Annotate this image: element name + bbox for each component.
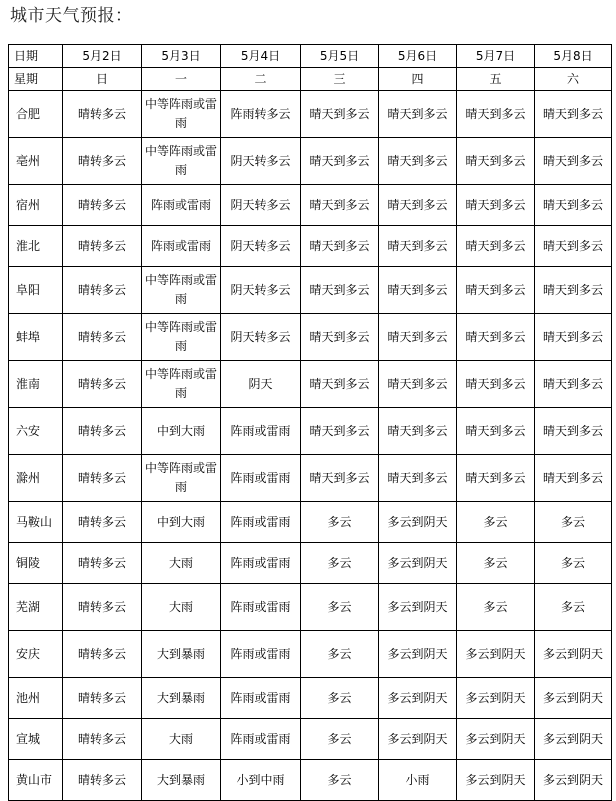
city-name: 蚌埠 (9, 314, 63, 361)
forecast-cell: 晴天到多云 (535, 91, 612, 138)
city-name: 马鞍山 (9, 502, 63, 543)
forecast-cell: 多云 (301, 760, 379, 801)
header-weekday-label: 星期 (9, 68, 63, 91)
forecast-cell: 阴天 (221, 361, 301, 408)
forecast-cell: 晴转多云 (63, 502, 142, 543)
header-weekday: 四 (379, 68, 457, 91)
forecast-cell: 多云到阴天 (379, 719, 457, 760)
forecast-cell: 晴天到多云 (457, 361, 535, 408)
header-weekday: 六 (535, 68, 612, 91)
forecast-cell: 晴天到多云 (535, 361, 612, 408)
forecast-cell: 多云 (535, 502, 612, 543)
table-row (9, 91, 612, 138)
forecast-cell: 晴转多云 (63, 584, 142, 631)
forecast-cell: 晴天到多云 (379, 185, 457, 226)
forecast-cell: 晴天到多云 (379, 226, 457, 267)
forecast-cell: 阵雨转多云 (221, 91, 301, 138)
forecast-cell: 晴转多云 (63, 631, 142, 678)
forecast-cell: 晴转多云 (63, 760, 142, 801)
forecast-cell: 多云到阴天 (535, 678, 612, 719)
table-row (9, 719, 612, 760)
forecast-cell: 晴天到多云 (535, 455, 612, 502)
forecast-cell: 大到暴雨 (142, 760, 221, 801)
header-date: 5月3日 (142, 45, 221, 68)
city-name: 宣城 (9, 719, 63, 760)
forecast-cell: 阴天转多云 (221, 314, 301, 361)
forecast-cell: 晴天到多云 (301, 226, 379, 267)
forecast-cell: 多云 (301, 584, 379, 631)
forecast-cell: 晴天到多云 (301, 314, 379, 361)
forecast-cell: 阵雨或雷雨 (142, 185, 221, 226)
forecast-cell: 小雨 (379, 760, 457, 801)
city-name: 六安 (9, 408, 63, 455)
city-name: 合肥 (9, 91, 63, 138)
table-row (9, 408, 612, 455)
header-weekday: 二 (221, 68, 301, 91)
city-name: 宿州 (9, 185, 63, 226)
forecast-table (8, 44, 612, 801)
forecast-cell: 晴转多云 (63, 719, 142, 760)
forecast-cell: 多云到阴天 (457, 631, 535, 678)
header-date: 5月7日 (457, 45, 535, 68)
forecast-cell: 晴转多云 (63, 226, 142, 267)
forecast-cell: 晴天到多云 (301, 185, 379, 226)
city-name: 淮北 (9, 226, 63, 267)
table-row (9, 631, 612, 678)
table-row (9, 502, 612, 543)
forecast-cell: 晴天到多云 (379, 455, 457, 502)
forecast-cell: 中到大雨 (142, 502, 221, 543)
forecast-cell: 晴天到多云 (379, 91, 457, 138)
city-name: 黄山市 (9, 760, 63, 801)
forecast-cell: 晴转多云 (63, 138, 142, 185)
forecast-cell: 晴转多云 (63, 543, 142, 584)
table-row (9, 361, 612, 408)
forecast-cell: 多云到阴天 (535, 760, 612, 801)
forecast-cell: 晴天到多云 (535, 267, 612, 314)
forecast-cell: 晴天到多云 (379, 361, 457, 408)
header-row-date (9, 45, 612, 68)
forecast-cell: 阴天转多云 (221, 185, 301, 226)
header-weekday: 一 (142, 68, 221, 91)
forecast-cell: 多云 (301, 719, 379, 760)
forecast-cell: 中等阵雨或雷雨 (142, 361, 221, 408)
forecast-cell: 多云到阴天 (535, 631, 612, 678)
forecast-cell: 晴转多云 (63, 185, 142, 226)
forecast-cell: 晴天到多云 (301, 408, 379, 455)
forecast-cell: 大到暴雨 (142, 678, 221, 719)
header-weekday: 三 (301, 68, 379, 91)
forecast-cell: 多云到阴天 (457, 760, 535, 801)
forecast-cell: 多云 (301, 543, 379, 584)
forecast-cell: 阴天转多云 (221, 267, 301, 314)
city-name: 亳州 (9, 138, 63, 185)
forecast-cell: 小到中雨 (221, 760, 301, 801)
city-name: 池州 (9, 678, 63, 719)
forecast-cell: 晴天到多云 (457, 408, 535, 455)
header-date: 5月6日 (379, 45, 457, 68)
forecast-cell: 中等阵雨或雷雨 (142, 314, 221, 361)
forecast-cell: 多云到阴天 (457, 678, 535, 719)
forecast-cell: 多云到阴天 (457, 719, 535, 760)
forecast-cell: 晴天到多云 (457, 138, 535, 185)
forecast-cell: 多云 (457, 543, 535, 584)
table-row (9, 584, 612, 631)
header-row-weekday (9, 68, 612, 91)
forecast-cell: 晴天到多云 (379, 408, 457, 455)
forecast-cell: 晴天到多云 (535, 185, 612, 226)
forecast-cell: 多云到阴天 (379, 584, 457, 631)
forecast-cell: 多云 (301, 502, 379, 543)
table-row (9, 455, 612, 502)
forecast-cell: 大到暴雨 (142, 631, 221, 678)
forecast-cell: 中等阵雨或雷雨 (142, 138, 221, 185)
header-date: 5月4日 (221, 45, 301, 68)
forecast-cell: 大雨 (142, 719, 221, 760)
forecast-cell: 晴天到多云 (535, 138, 612, 185)
forecast-cell: 阵雨或雷雨 (221, 502, 301, 543)
table-row (9, 314, 612, 361)
forecast-cell: 中到大雨 (142, 408, 221, 455)
forecast-cell: 多云到阴天 (379, 502, 457, 543)
forecast-cell: 阵雨或雷雨 (221, 631, 301, 678)
forecast-cell: 阵雨或雷雨 (221, 408, 301, 455)
header-date: 5月8日 (535, 45, 612, 68)
forecast-cell: 多云到阴天 (535, 719, 612, 760)
forecast-cell: 阵雨或雷雨 (221, 678, 301, 719)
forecast-cell: 晴天到多云 (457, 267, 535, 314)
forecast-cell: 多云到阴天 (379, 631, 457, 678)
forecast-cell: 晴天到多云 (379, 138, 457, 185)
forecast-cell: 多云到阴天 (379, 543, 457, 584)
forecast-cell: 晴天到多云 (379, 314, 457, 361)
forecast-cell: 晴转多云 (63, 408, 142, 455)
city-name: 滁州 (9, 455, 63, 502)
forecast-cell: 大雨 (142, 543, 221, 584)
forecast-cell: 晴转多云 (63, 455, 142, 502)
forecast-cell: 多云 (301, 631, 379, 678)
forecast-cell: 晴天到多云 (457, 185, 535, 226)
header-date-label: 日期 (9, 45, 63, 68)
forecast-cell: 大雨 (142, 584, 221, 631)
forecast-cell: 晴天到多云 (457, 226, 535, 267)
table-row (9, 678, 612, 719)
forecast-cell: 多云 (457, 502, 535, 543)
table-row (9, 226, 612, 267)
forecast-cell: 晴转多云 (63, 267, 142, 314)
forecast-cell: 晴转多云 (63, 91, 142, 138)
forecast-cell: 晴天到多云 (301, 455, 379, 502)
city-name: 阜阳 (9, 267, 63, 314)
forecast-cell: 中等阵雨或雷雨 (142, 455, 221, 502)
header-weekday: 五 (457, 68, 535, 91)
page-title: 城市天气预报： (10, 6, 133, 26)
city-name: 铜陵 (9, 543, 63, 584)
forecast-cell: 晴天到多云 (301, 267, 379, 314)
forecast-cell: 中等阵雨或雷雨 (142, 91, 221, 138)
forecast-cell: 晴天到多云 (301, 361, 379, 408)
forecast-cell: 晴天到多云 (535, 226, 612, 267)
forecast-cell: 晴转多云 (63, 314, 142, 361)
forecast-cell: 晴天到多云 (379, 267, 457, 314)
forecast-cell: 多云到阴天 (379, 678, 457, 719)
forecast-cell: 晴天到多云 (301, 91, 379, 138)
forecast-cell: 阵雨或雷雨 (221, 455, 301, 502)
forecast-cell: 阴天转多云 (221, 138, 301, 185)
forecast-cell: 晴转多云 (63, 361, 142, 408)
forecast-cell: 晴天到多云 (535, 408, 612, 455)
forecast-cell: 阵雨或雷雨 (221, 543, 301, 584)
forecast-cell: 多云 (535, 543, 612, 584)
city-name: 芜湖 (9, 584, 63, 631)
forecast-cell: 晴天到多云 (457, 455, 535, 502)
forecast-cell: 阵雨或雷雨 (221, 584, 301, 631)
forecast-cell: 晴天到多云 (457, 91, 535, 138)
table-row (9, 267, 612, 314)
table-row (9, 185, 612, 226)
forecast-cell: 多云 (301, 678, 379, 719)
city-name: 安庆 (9, 631, 63, 678)
forecast-cell: 晴天到多云 (301, 138, 379, 185)
city-name: 淮南 (9, 361, 63, 408)
header-date: 5月5日 (301, 45, 379, 68)
table-row (9, 543, 612, 584)
header-date: 5月2日 (63, 45, 142, 68)
forecast-cell: 阵雨或雷雨 (142, 226, 221, 267)
forecast-cell: 阵雨或雷雨 (221, 719, 301, 760)
forecast-cell: 中等阵雨或雷雨 (142, 267, 221, 314)
forecast-cell: 多云 (535, 584, 612, 631)
forecast-cell: 晴天到多云 (457, 314, 535, 361)
table-row (9, 138, 612, 185)
table-row (9, 760, 612, 801)
forecast-cell: 晴天到多云 (535, 314, 612, 361)
forecast-cell: 阴天转多云 (221, 226, 301, 267)
forecast-cell: 晴转多云 (63, 678, 142, 719)
header-weekday: 日 (63, 68, 142, 91)
forecast-cell: 多云 (457, 584, 535, 631)
